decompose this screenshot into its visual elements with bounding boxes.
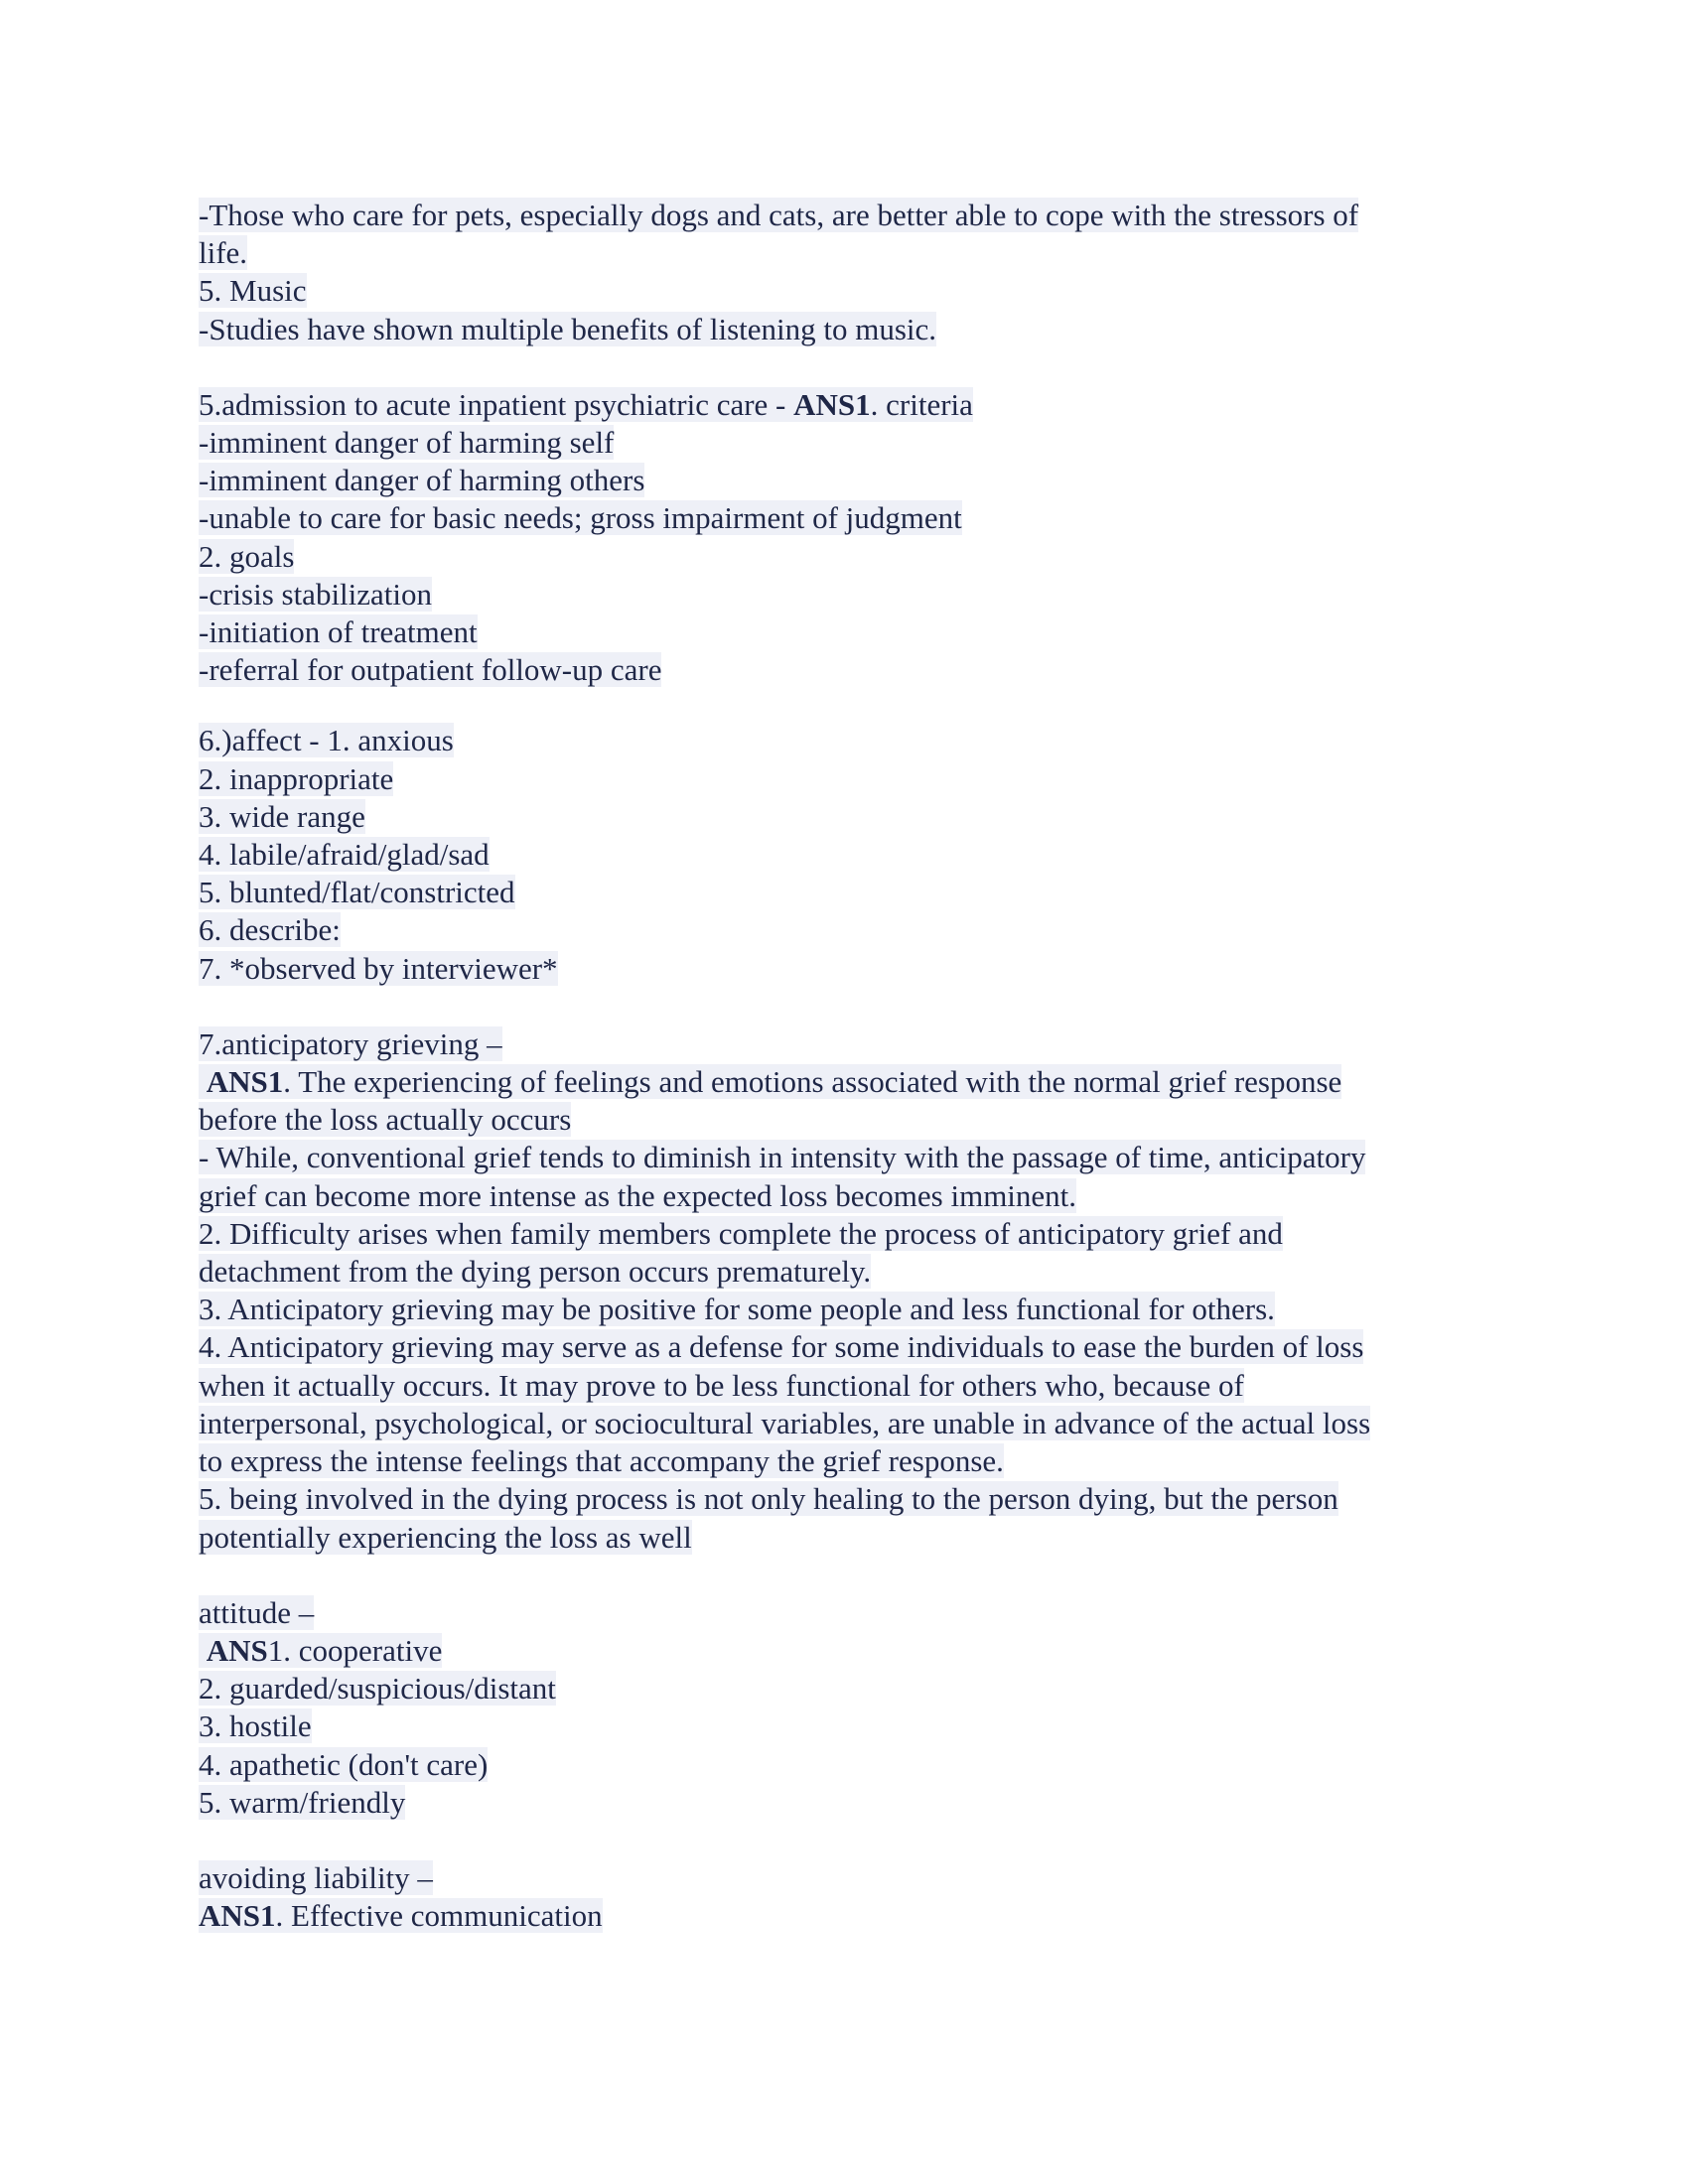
admission-section: [199, 386, 1489, 690]
answer-text: 1. cooperative: [267, 1632, 443, 1668]
text-line: -Studies have shown multiple benefits of listening to music.: [199, 311, 937, 346]
answer-line: [199, 1633, 442, 1668]
attitude-section: [199, 1594, 1489, 1822]
document-page: [199, 197, 1489, 1935]
text-line: 7. *observed by interviewer*: [199, 950, 558, 986]
text-line: -initiation of treatment: [199, 614, 478, 650]
text-line: life.: [199, 235, 248, 271]
answer-text: . criteria: [870, 386, 973, 422]
question-line: 7.anticipatory grieving –: [199, 1025, 502, 1061]
question-line: 6.)affect - 1. anxious: [199, 723, 454, 758]
question-line: [199, 387, 973, 422]
question-line: avoiding liability –: [199, 1859, 433, 1895]
text-line: 2. inappropriate: [199, 760, 394, 796]
text-line: 5. Music: [199, 273, 307, 309]
affect-section: [199, 722, 1489, 987]
text-line: 4. labile/afraid/glad/sad: [199, 837, 490, 873]
text-line: 4. apathetic (don't care): [199, 1746, 489, 1782]
spacer: [199, 1822, 1489, 1859]
spacer: [199, 1557, 1489, 1594]
answer-label: ANS: [206, 1632, 268, 1668]
text-line: 2. guarded/suspicious/distant: [199, 1671, 556, 1706]
text-line: 2. goals: [199, 538, 295, 574]
text-line: before the loss actually occurs: [199, 1102, 572, 1138]
text-line: interpersonal, psychological, or sociocultural variables, are unable in advance of the actual loss: [199, 1405, 1371, 1440]
answer-text: . The experiencing of feelings and emotions associated with the normal grief response: [283, 1064, 1342, 1100]
text-line: 5. warm/friendly: [199, 1784, 406, 1820]
spacer: [199, 988, 1489, 1025]
answer-line: [199, 1898, 603, 1933]
text-line: 4. Anticipatory grieving may serve as a defense for some individuals to ease the burden of loss: [199, 1329, 1364, 1365]
text-line: 3. hostile: [199, 1708, 312, 1744]
answer-text: . Effective communication: [275, 1898, 603, 1934]
question-text: 5.admission to acute inpatient psychiatric care -: [199, 386, 794, 422]
text-line: - While, conventional grief tends to diminish in intensity with the passage of time, anticipatory: [199, 1140, 1366, 1175]
text-line: 3. Anticipatory grieving may be positive for some people and less functional for others.: [199, 1292, 1275, 1327]
text-line: to express the intense feelings that accompany the grief response.: [199, 1443, 1004, 1479]
text-line: 6. describe:: [199, 912, 341, 948]
text-line: -crisis stabilization: [199, 576, 433, 612]
pets-section: [199, 197, 1489, 348]
text-line: potentially experiencing the loss as well: [199, 1519, 692, 1555]
text-line: detachment from the dying person occurs prematurely.: [199, 1254, 872, 1290]
answer-line: [199, 1064, 1341, 1099]
text-line: -Those who care for pets, especially dogs and cats, are better able to cope with the stressors of: [199, 198, 1359, 232]
question-line: attitude –: [199, 1594, 315, 1630]
answer-label: ANS1: [793, 386, 871, 422]
grieving-section: [199, 1025, 1489, 1557]
text-line: when it actually occurs. It may prove to be less functional for others who, because of: [199, 1367, 1244, 1403]
answer-label: ANS1: [199, 1898, 276, 1934]
spacer: [199, 689, 1489, 722]
text-line: 5. blunted/flat/constricted: [199, 875, 515, 910]
text-line: -imminent danger of harming self: [199, 425, 615, 461]
spacer: [199, 348, 1489, 386]
text-line: 3. wide range: [199, 798, 365, 834]
text-line: 2. Difficulty arises when family members complete the process of anticipatory grief and: [199, 1215, 1283, 1251]
text-line: -referral for outpatient follow-up care: [199, 652, 662, 688]
answer-label: ANS1: [206, 1064, 284, 1100]
text-line: -imminent danger of harming others: [199, 463, 645, 498]
text-line: grief can become more intense as the expected loss becomes imminent.: [199, 1177, 1077, 1213]
text-line: 5. being involved in the dying process is not only healing to the person dying, but the person: [199, 1481, 1338, 1517]
liability-section: [199, 1859, 1489, 1935]
text-line: -unable to care for basic needs; gross impairment of judgment: [199, 500, 962, 536]
